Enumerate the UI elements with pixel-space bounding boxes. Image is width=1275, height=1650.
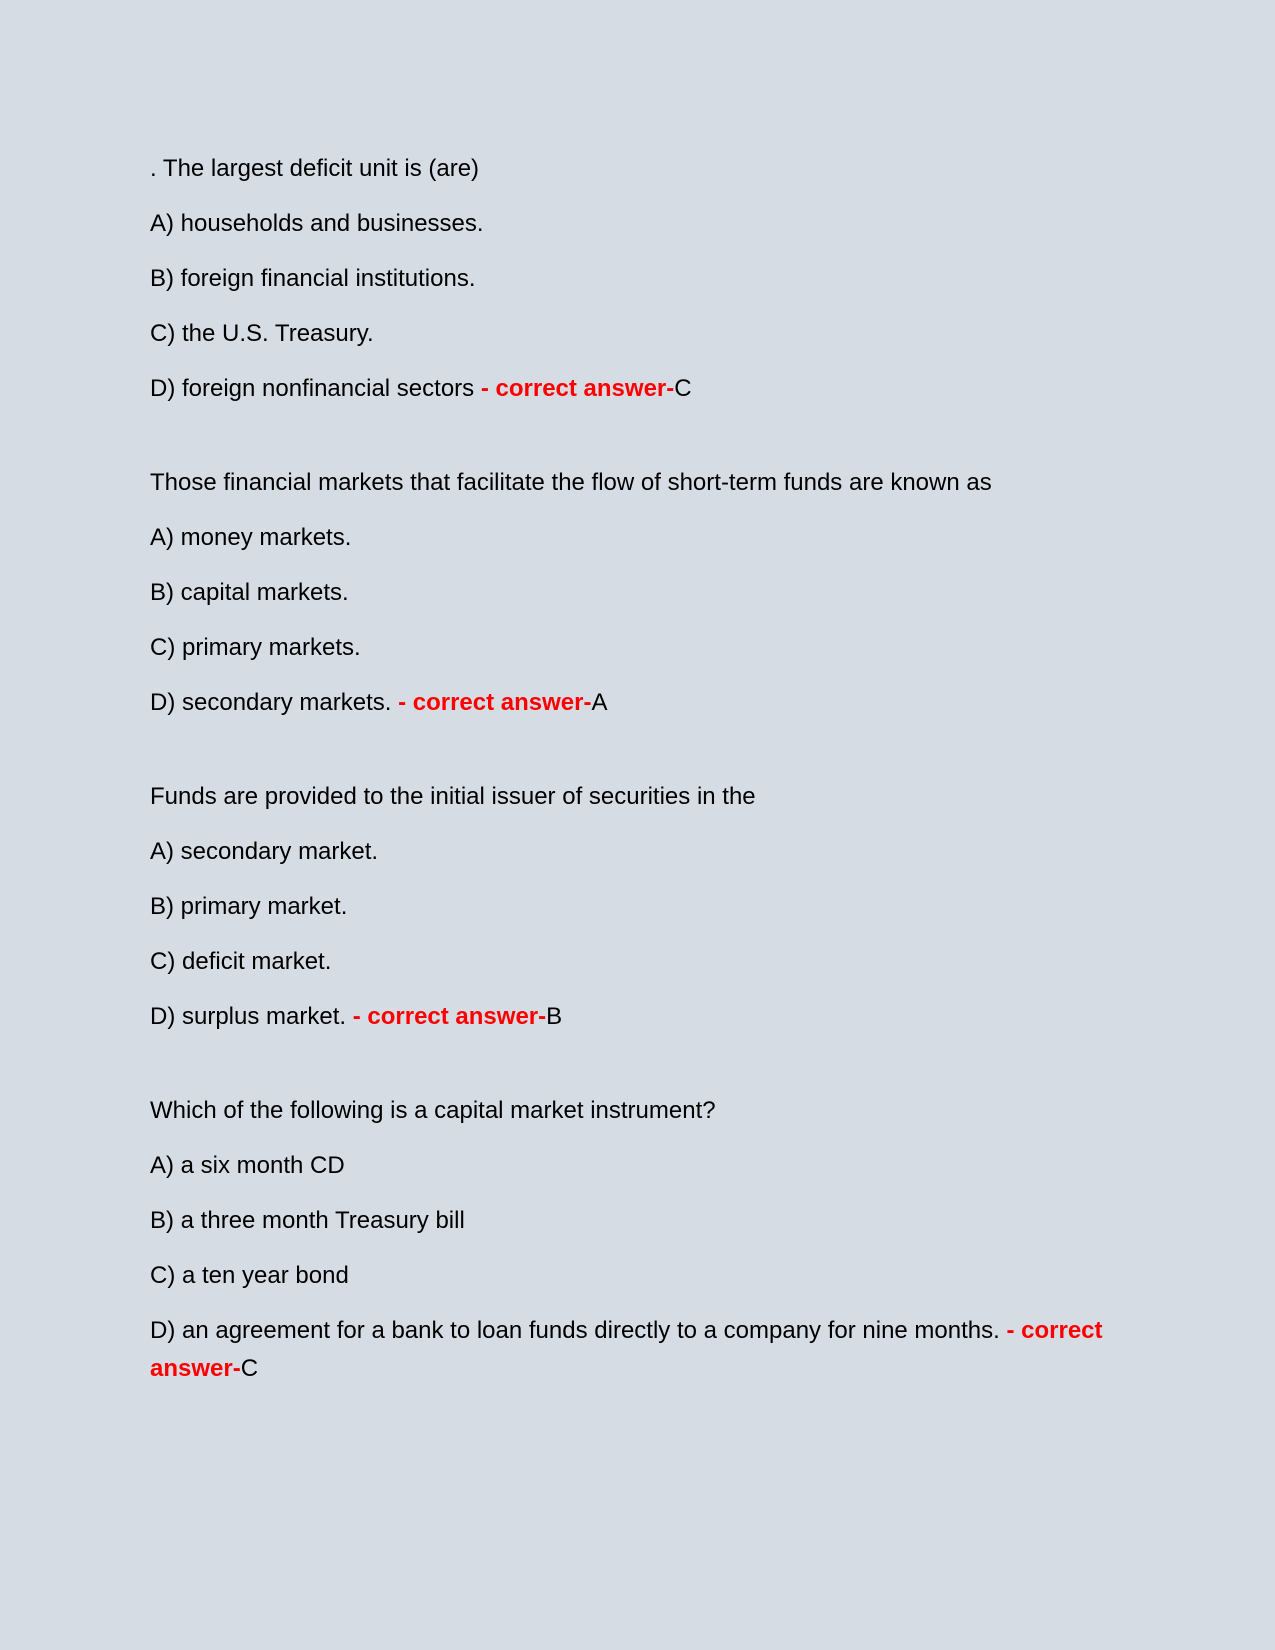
correct-answer-letter: B: [546, 1003, 563, 1030]
question-prompt: Funds are provided to the initial issuer of securities in the: [150, 783, 756, 810]
correct-answer-marker: - correct answer-: [480, 375, 675, 402]
option-d: D) surplus market.: [150, 1003, 353, 1030]
option-d: D) an agreement for a bank to loan funds directly to a company for nine months.: [150, 1317, 1007, 1344]
option-d: D) secondary markets.: [150, 689, 399, 716]
correct-answer-marker: - correct answer-: [398, 689, 592, 716]
question-4: [150, 1092, 1130, 1388]
option-a: A) a six month CD: [150, 1152, 345, 1179]
option-c: C) primary markets.: [150, 634, 361, 661]
option-a: A) secondary market.: [150, 838, 379, 865]
correct-answer-letter: C: [240, 1355, 259, 1382]
option-b: B) capital markets.: [150, 579, 349, 606]
question-2: [150, 464, 1130, 722]
quiz-content: [150, 150, 1130, 1444]
option-a: A) households and businesses.: [150, 210, 484, 237]
option-b: B) foreign financial institutions.: [150, 265, 476, 292]
correct-answer-letter: C: [674, 375, 692, 402]
question-prompt: . The largest deficit unit is (are): [150, 155, 480, 182]
option-c: C) the U.S. Treasury.: [150, 320, 374, 347]
question-prompt: Those financial markets that facilitate the flow of short-term funds are known as: [150, 469, 992, 496]
option-c: C) deficit market.: [150, 948, 332, 975]
option-d-with-answer: [150, 684, 1130, 722]
option-c: C) a ten year bond: [150, 1262, 349, 1289]
option-b: B) primary market.: [150, 893, 348, 920]
question-1: [150, 150, 1130, 408]
question-prompt: Which of the following is a capital market instrument?: [150, 1097, 716, 1124]
option-a: A) money markets.: [150, 524, 352, 551]
option-d-with-answer: [150, 998, 1130, 1036]
correct-answer-marker: - correct answer-: [352, 1003, 547, 1030]
question-3: [150, 778, 1130, 1036]
option-d-with-answer: [150, 370, 1130, 408]
option-b: B) a three month Treasury bill: [150, 1207, 465, 1234]
option-d: D) foreign nonfinancial sectors: [150, 375, 481, 402]
option-d-with-answer: [150, 1312, 1130, 1388]
correct-answer-letter: A: [591, 689, 608, 716]
correct-answer-marker: - correct answer-: [150, 1317, 1103, 1382]
